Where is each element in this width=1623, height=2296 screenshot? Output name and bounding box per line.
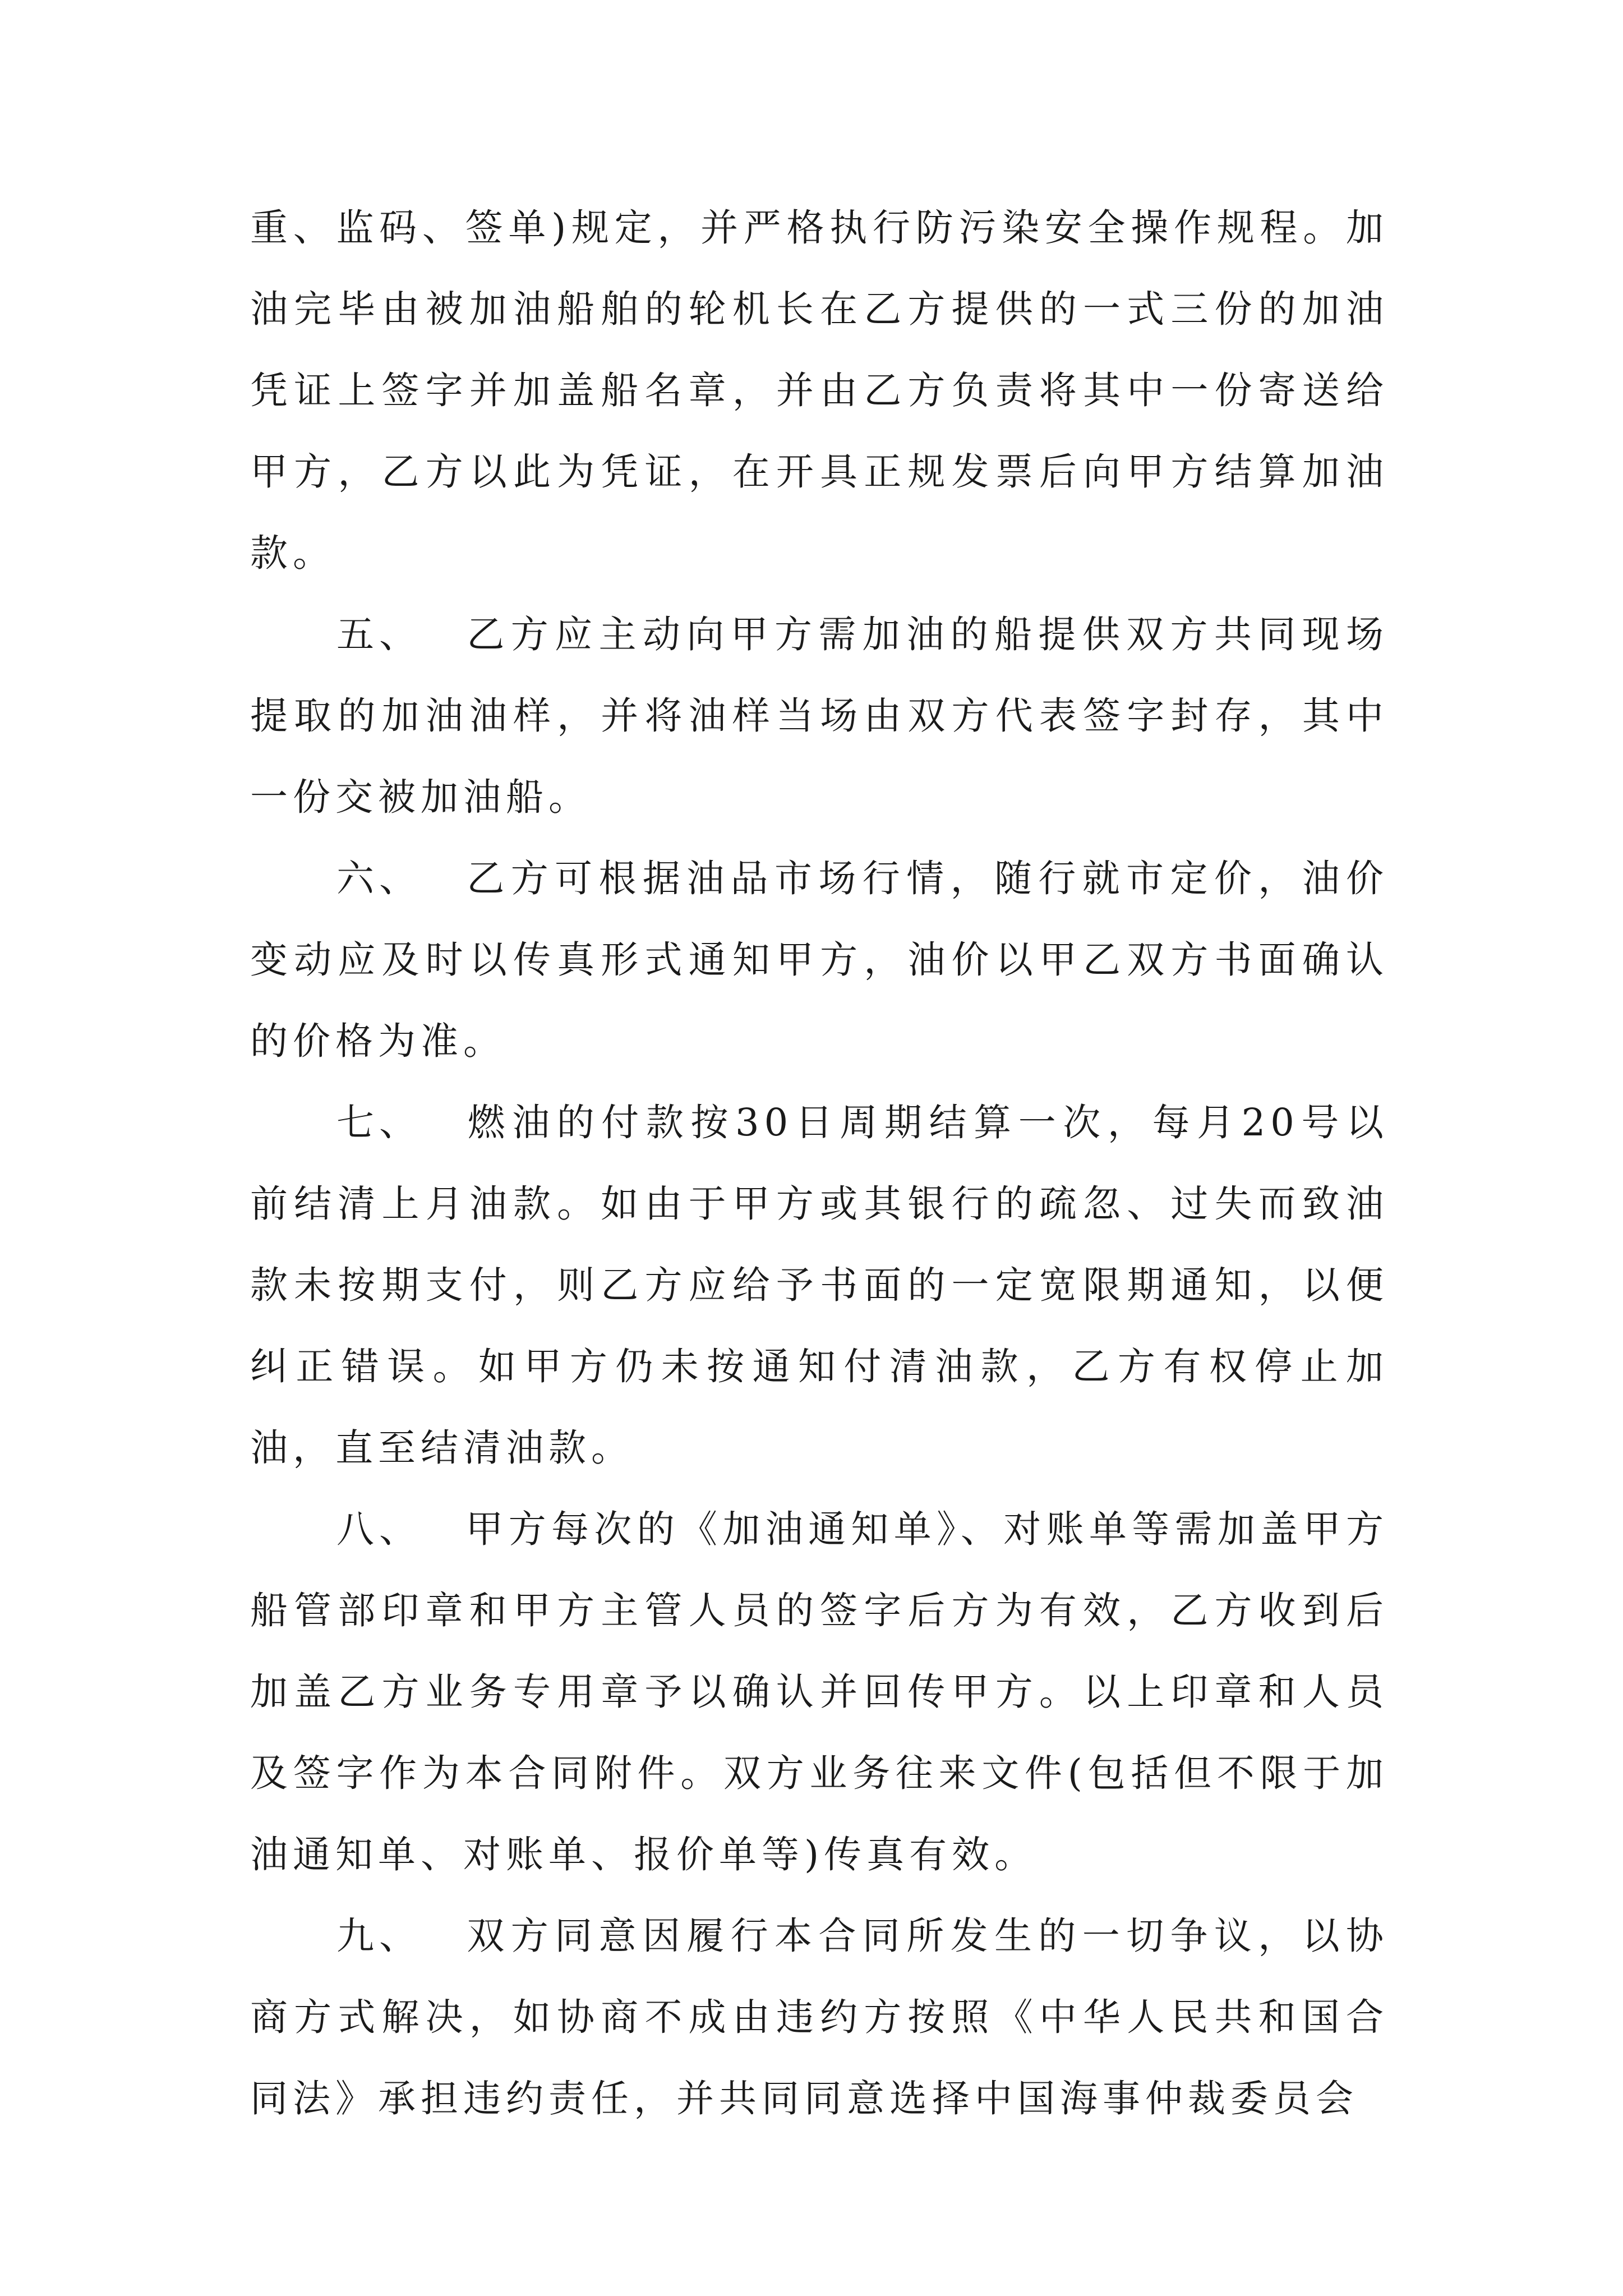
paragraph-text: 重、监码、签单)规定，并严格执行防污染安全操作规程。加油完毕由被加油船舶的轮机长在乙方提供的一式三份的加油凭证上签字并加盖船名章，并由乙方负责将其中一份寄送给甲方，乙方以此为凭证，在开具正规发票后向甲方结算加油款。 (250, 206, 1389, 575)
paragraph-clause-6 (250, 838, 1389, 1082)
clause-number: 五、 (336, 613, 422, 656)
clause-number: 七、 (336, 1101, 422, 1144)
paragraph-text: 乙方应主动向甲方需加油的船提供双方共同现场提取的加油油样，并将油样当场由双方代表签字封存，其中一份交被加油船。 (250, 613, 1389, 819)
paragraph-clause-7 (250, 1082, 1389, 1489)
paragraph-clause-5 (250, 594, 1389, 838)
paragraph-clause-4-continued (250, 187, 1389, 594)
paragraph-clause-8 (250, 1489, 1389, 1895)
clause-number: 九、 (336, 1914, 422, 1958)
paragraph-text: 燃油的付款按30日周期结算一次，每月20号以前结清上月油款。如由于甲方或其银行的疏忽、过失而致油款未按期支付，则乙方应给予书面的一定宽限期通知，以便纠正错误。如甲方仍未按通知付清油款，乙方有权停止加油，直至结清油款。 (250, 1101, 1389, 1470)
contract-body (250, 187, 1389, 2139)
paragraph-text: 双方同意因履行本合同所发生的一切争议，以协商方式解决，如协商不成由违约方按照《中华人民共和国合同法》承担违约责任，并共同同意选择中国海事仲裁委员会 (250, 1914, 1389, 2120)
paragraph-clause-9 (250, 1895, 1389, 2139)
clause-number: 六、 (336, 857, 422, 900)
paragraph-text: 甲方每次的《加油通知单》、对账单等需加盖甲方船管部印章和甲方主管人员的签字后方为有效，乙方收到后加盖乙方业务专用章予以确认并回传甲方。以上印章和人员及签字作为本合同附件。双方业务往来文件(包括但不限于加油通知单、对账单、报价单等)传真有效。 (250, 1507, 1389, 1876)
clause-number: 八、 (336, 1507, 422, 1551)
paragraph-text: 乙方可根据油品市场行情，随行就市定价，油价变动应及时以传真形式通知甲方，油价以甲乙双方书面确认的价格为准。 (250, 857, 1389, 1063)
